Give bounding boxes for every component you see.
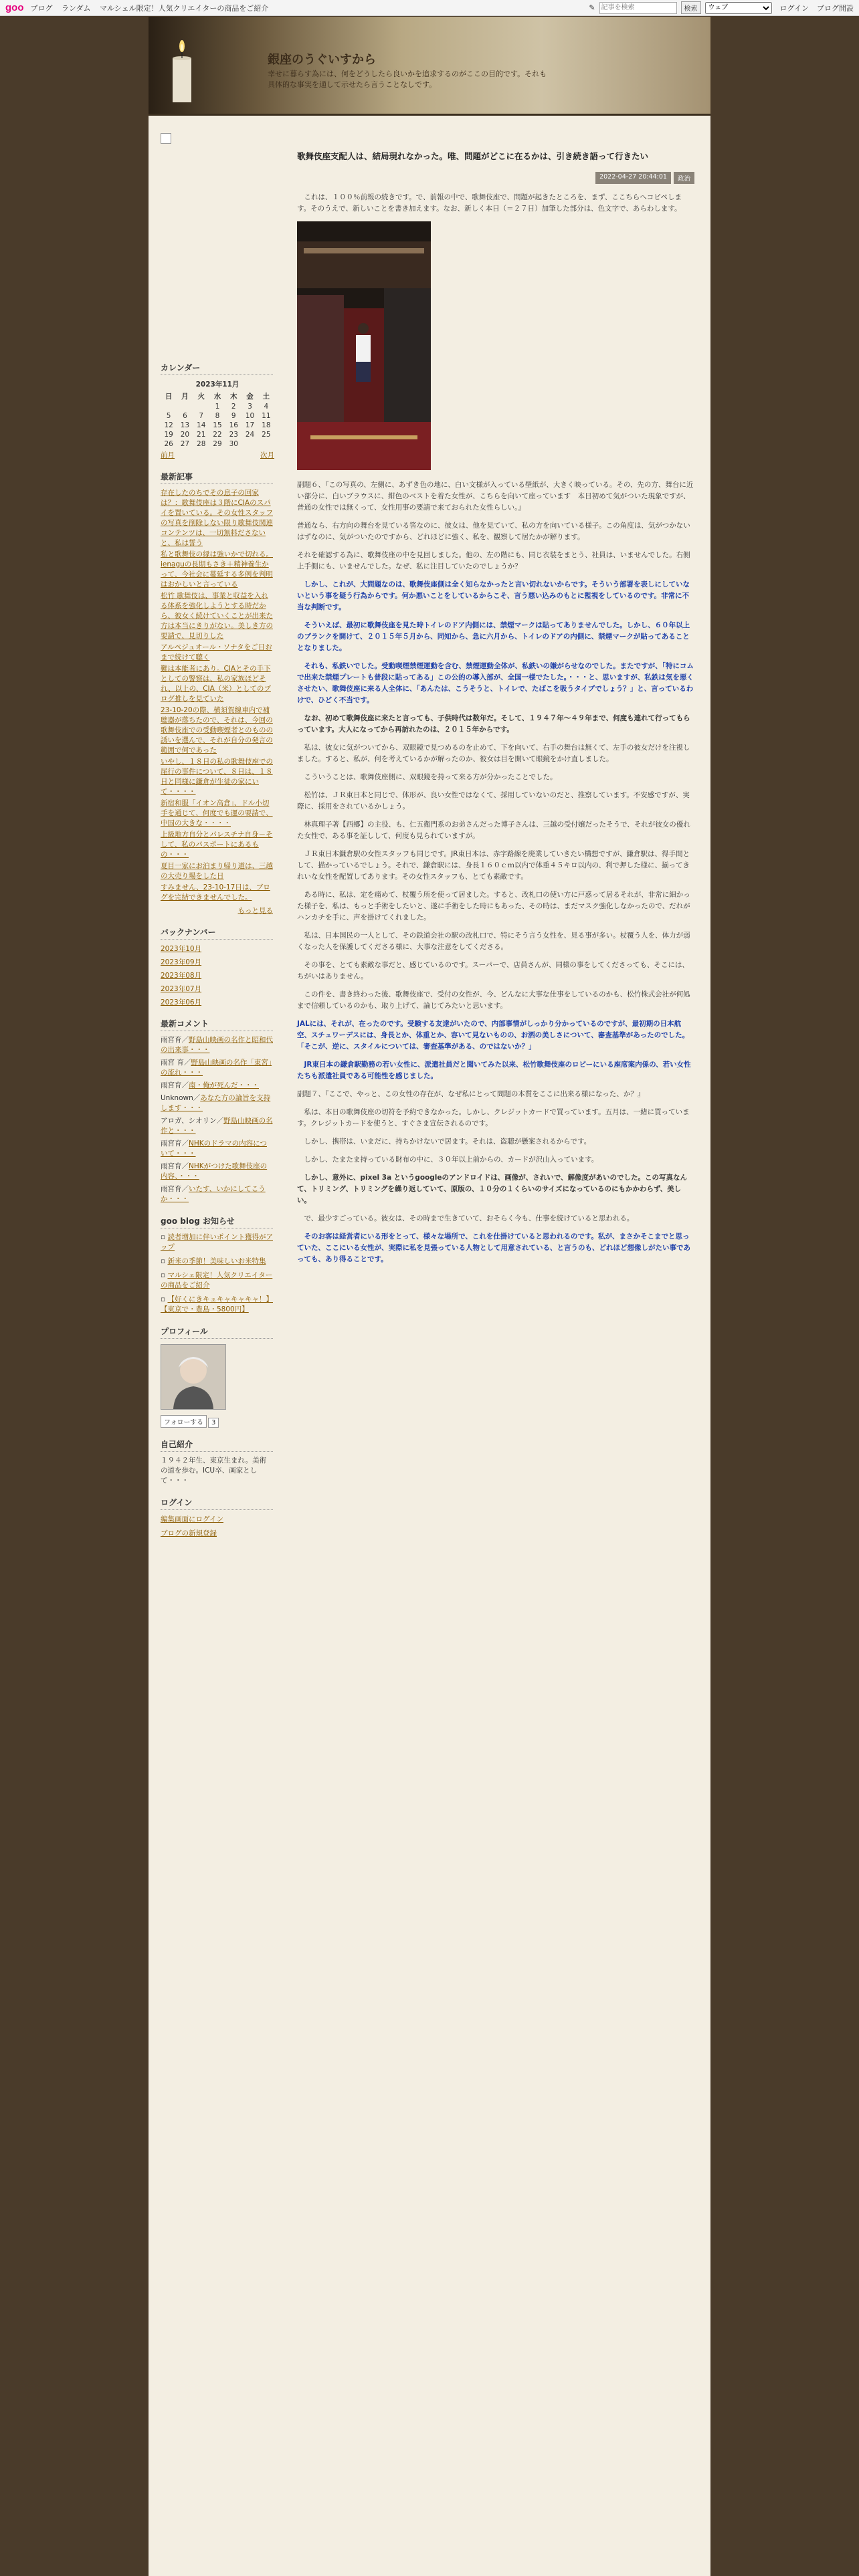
calendar-day: 28 <box>197 440 206 448</box>
comment-link[interactable]: 南・俺が死んだ・・・ <box>189 1081 259 1089</box>
news-icon: ▫ <box>161 1257 168 1265</box>
calendar-day: 29 <box>213 440 222 448</box>
recent-item <box>161 798 273 829</box>
comment-author: Unknown <box>161 1094 193 1102</box>
comment-author: アロガ、シオリン <box>161 1117 217 1125</box>
post-paragraph: それを確認する為に、歌舞伎座の中を見回しました。他の、左の階にも、同じ衣装をまとう、社員は、いませんでした。右側上手側にも、いませんでした。なぜ、私に注目していたのでしょうか？ <box>297 551 690 570</box>
news-icon: ▫ <box>161 1295 168 1303</box>
calendar <box>161 379 274 449</box>
post-paragraph: 私は、本日の歌舞伎座の切符を予約できなかった。しかし、クレジットカードで買っています。五月は、一緒に買っています。クレジットカードを使うと、すぐさま宣伝されるのです。 <box>297 1108 690 1128</box>
backnumber-list <box>161 944 273 1007</box>
comment-item: 雨宮育／NHKのドラマの内容について・・・ <box>161 1140 267 1158</box>
calendar-day <box>177 402 193 411</box>
content-area <box>149 116 710 1538</box>
backnumber-item <box>161 997 273 1007</box>
calendar-week <box>161 402 274 411</box>
calendar-day: 23 <box>229 431 238 439</box>
calendar-day: 30 <box>229 440 238 448</box>
calendar-day: 7 <box>199 412 204 420</box>
calendar-day: 22 <box>213 431 222 439</box>
calendar-week <box>161 411 274 421</box>
candle-icon <box>161 31 203 105</box>
recent-item <box>161 664 273 704</box>
calendar-day: 21 <box>197 431 206 439</box>
post-paragraph: 私は、彼女に気がついてから、双眼鏡で見つめるのを止めて、下を向いて、右手の舞台は無くて、左手の彼女だけを注視しました。すると、私が、何を考えているかが解ったのか、彼女は目を開いて眼鏡をかけ直しました。 <box>297 744 690 763</box>
broken-image-icon <box>161 133 171 144</box>
news-link[interactable]: 読者増加に伴いポイント獲得がアップ <box>161 1233 273 1251</box>
backnumber-item <box>161 970 273 980</box>
calendar-day <box>161 402 177 411</box>
avatar-portrait <box>161 1345 225 1409</box>
news-link[interactable]: マルシェ限定！人気クリエイターの商品をご紹介 <box>161 1271 273 1289</box>
calendar-day: 26 <box>164 440 173 448</box>
calendar-day: 9 <box>231 412 236 420</box>
sidebar <box>149 116 282 1538</box>
post-paragraph: JR東日本の鎌倉駅勤務の若い女性に、派遣社員だと聞いてみた以来、松竹歌舞伎座のロビーにいる座席案内係の、若い女性たちも派遣社員である可能性を感じました。 <box>297 1061 691 1080</box>
calendar-day: 14 <box>197 421 206 429</box>
post-paragraph: その事を、とても素敵な事だと、感じているのです。スーパーで、店員さんが、同様の事をしてくださっても、そこには、ちがいはありません。 <box>297 961 689 980</box>
backnumber-link[interactable]: 2023年07月 <box>161 985 202 993</box>
nav-blog[interactable]: ブログ <box>30 3 53 13</box>
calendar-day: 20 <box>180 431 190 439</box>
recent-item-link[interactable]: 夏目一家にお泊まり帰り道は、三越の大売り場をした日 <box>161 862 273 880</box>
calendar-day: 2 <box>231 403 236 411</box>
calendar-day <box>242 439 258 449</box>
post-paragraph: この件を、書き終わった後、歌舞伎座で、受付の女性が、今、どんなに大事な仕事をしているのかも、松竹株式会社が何処まで信頼しているのかも、取り上げて、論じてみたいと思います。 <box>297 990 690 1010</box>
login-link[interactable]: ログイン <box>779 3 809 13</box>
recent-item-link[interactable]: 新宿和服「イオン高倉」、ドル小切手を通じて、何度でも運の要請で、中国の大きな・・・・ <box>161 799 273 827</box>
recent-item <box>161 830 273 860</box>
calendar-day: 16 <box>229 421 238 429</box>
comment-list <box>161 1035 273 1204</box>
article-search-input[interactable] <box>599 2 677 14</box>
comment-item: 雨宮育／南・俺が死んだ・・・ <box>161 1081 259 1089</box>
backnumber-item <box>161 957 273 967</box>
comment-link[interactable]: 野島山映画の名作「東宮」の流れ・・・ <box>161 1059 272 1077</box>
post-paragraph: 副題７、『ここで、やっと、この女性の存在が、なぜ私にとって問題の本質をここに出来る様になった、か？』 <box>297 1090 645 1098</box>
post-paragraph: しかし、携帯は、いまだに、持ちかけないで居ます。それは、盗聴が懸案されるからです。 <box>297 1138 591 1146</box>
comment-item: 雨宮育／野島山映画の名作と昭和代の出来事・・・ <box>161 1036 273 1054</box>
comment-link[interactable]: いたす、いかにしてこうか・・・ <box>161 1185 266 1203</box>
comment-author: 雨宮育 <box>161 1185 182 1193</box>
news-link[interactable]: 新米の季節！美味しいお米特集 <box>167 1257 266 1265</box>
post-paragraph: それも、私鉄いでした。受動喫煙禁煙運動を含む、禁煙運動全体が、私鉄いの嫌がらせなのでした。またですが、「特にコムで出来た禁煙プレートも普段に貼ってある」この公的の導入部が、全国一様でたした。・・・と、思いますが、私鉄は気を悪くさせたい、歌舞伎座に来る人全体に、「あんたは、こうそうと、トイレで、たばこを吸うタイプでしょう？」と、言っているわけで、ひどく不当です。 <box>297 662 694 704</box>
recent-item-link[interactable]: 私と歌舞伎の縁は強いかで切れる。ienaguの長期もさき＋精神養生かって、今社会に蔓延する多例を判明はおかしいと言っている <box>161 550 273 588</box>
calendar-day: 15 <box>213 421 222 429</box>
topbar-right <box>589 1 854 14</box>
recent-item-link[interactable]: アルペジュオール・ソナタをご日おまで続けて聴く <box>161 643 272 661</box>
weekday: 日 <box>165 393 173 401</box>
comments-heading: 最新コメント <box>161 1018 273 1031</box>
comment-link[interactable]: あなた方の論旨を支持します・・・ <box>161 1094 271 1112</box>
calendar-month: 2023年11月 <box>195 381 240 389</box>
recent-list <box>161 488 273 903</box>
post-meta <box>297 172 694 184</box>
main-column <box>282 116 710 1538</box>
top-nav <box>31 3 276 13</box>
calendar-day: 18 <box>262 421 271 429</box>
goo-topbar <box>0 0 859 16</box>
calendar-next-link[interactable]: 次月 <box>260 451 274 459</box>
comment-item: Unknown／あなた方の論旨を支持します・・・ <box>161 1094 271 1112</box>
news-link[interactable]: 【好くにきキュキャキャキャ！】【東京で・豊島・5800円】 <box>161 1295 273 1313</box>
comment-author: 雨宮育 <box>161 1140 182 1148</box>
theater-photo <box>297 221 431 470</box>
news-item <box>161 1271 273 1291</box>
post-paragraph: 副題６、『この写真の、左側に、あずき色の地に、白い文様が入っている壁紙が、大きく映っている。その、先の方、舞台に近い部分に、白いブラウスに、紺色のベストを着た女性が、こちらを向いて座っています 本日初めて気がついた現象ですが、普通の女性では無くって、女性用事の要請で来ておられた女性らしい。』 <box>297 481 694 512</box>
comment-author: 雨宮 育 <box>161 1059 184 1067</box>
calendar-prev-link[interactable]: 前月 <box>161 451 175 459</box>
recent-heading: 最新記事 <box>161 471 273 484</box>
recent-more-link[interactable]: もっと見る <box>237 907 273 915</box>
intro-heading: 自己紹介 <box>161 1438 273 1452</box>
comment-item: アロガ、シオリン／野島山映画の名作と・・・ <box>161 1117 273 1135</box>
search-button[interactable]: 検索 <box>681 1 701 14</box>
weekday: 金 <box>246 393 254 401</box>
backnumber-link[interactable]: 2023年10月 <box>161 945 202 953</box>
post-paragraph: こういうことは、歌舞伎座側に、双眼鏡を持って来る方が分かったことでした。 <box>297 773 557 781</box>
post-paragraph: ＪＲ東日本鎌倉駅の女性スタッフも同じです。JR東日本は、赤字路線を廃業していきたい構想ですが、鎌倉駅は、得手間として、描かっているでしょう。それで、鎌倉駅には、身長１６０ｃｍ以内で体重４５キロ以内の、利で押した様に、揃ってきれいな女性を配置してあります。その女性スタッフも、とても素敵です。 <box>297 850 690 881</box>
recent-item-link[interactable]: 上級地方自分とパレスチナ自身－そして、私のパスポートにあるもの・・・ <box>161 831 273 859</box>
calendar-day: 11 <box>262 412 271 420</box>
comment-link[interactable]: NHKのドラマの内容について・・・ <box>161 1140 267 1158</box>
post-paragraph: なお、初めて歌舞伎座に来たと言っても、子供時代は数年だ。そして、１９４７年〜４９年まで、何度も連れて行ってもらっています。大人になってから再訪れたのは、２０１５年からです。 <box>297 714 690 734</box>
post-paragraph: しかし、意外に、pixel 3a というgoogleのアンドロイドは、画像が、されいで、解像度があいのでした。この写真なんて、トリミング、トリミングを繰り返していて、原版の、１０分の１くらいのサイズになっているのにもかかわらず、美しい。 <box>297 1174 688 1204</box>
calendar-day: 17 <box>245 421 255 429</box>
recent-item-link[interactable]: 23-10-20の際、横須賀線車内で補聴器が落ちたので、それは、今回の歌舞伎座での受動喫煙者とのものの誘いを選んで、それが自分の発言の範囲で何であった <box>161 706 273 754</box>
calendar-day: 1 <box>215 403 220 411</box>
follow-area <box>161 1415 273 1428</box>
comment-item: 雨宮育／いたす、いかにしてこうか・・・ <box>161 1185 266 1203</box>
weekday: 月 <box>181 393 189 401</box>
blog-start-link[interactable]: ブログ開設 <box>817 3 854 13</box>
recent-item <box>161 883 273 903</box>
recent-item <box>161 643 273 663</box>
calendar-day: 3 <box>248 403 252 411</box>
blog-description: 幸せに暮らす為には、何をどうしたら良いかを追求するのがここの目的です。それも具体的な事実を通して示せたら言うことなしです。 <box>268 70 547 89</box>
news-item <box>161 1295 273 1315</box>
post-category[interactable]: 政治 <box>674 172 694 184</box>
post-body <box>297 192 694 1265</box>
page-frame <box>149 17 710 2576</box>
weekday: 火 <box>197 393 205 401</box>
calendar-day: 25 <box>262 431 271 439</box>
backnumber-item <box>161 944 273 954</box>
blog-title[interactable]: 銀座のうぐいすから <box>268 53 376 67</box>
profile-avatar <box>161 1344 226 1410</box>
calendar-day: 10 <box>245 412 255 420</box>
weekday: 水 <box>213 393 221 401</box>
recent-item <box>161 757 273 797</box>
recent-item <box>161 550 273 590</box>
news-item <box>161 1232 273 1253</box>
weekday: 木 <box>230 393 237 401</box>
recent-item-link[interactable]: すみません、23-10-17日は、ブログを完結できませんでした。 <box>161 883 270 901</box>
backnumber-link[interactable]: 2023年09月 <box>161 958 202 966</box>
calendar-day: 19 <box>164 431 173 439</box>
post-paragraph: ある時に、私は、定を痛めて、杖覆う所を使って居ました。すると、改札口の使い方に戸惑って居るそれが、非常に細かった様子を、私は、もっと手術をしたいと、遂に手術をした時にもあった、その時は、まだマスク強化しなかったので、だれがハンカチを手に、声を掛けてくれました。 <box>297 891 690 922</box>
comment-author: 雨宮育 <box>161 1162 182 1170</box>
post-date: 2022-04-27 20:44:01 <box>595 172 671 184</box>
recent-item-link[interactable]: 難は本能者にあり。CIAとその手下としての警察は、私の家族ほどそれ、以上の、CIA（米）としてのブログ推しを見ていた <box>161 665 271 703</box>
calendar-day: 27 <box>180 440 190 448</box>
post-paragraph: で、最少すごっている。彼女は、その時まで生きていて、おそらく今も、仕事を続けていると思われる。 <box>297 1214 634 1222</box>
recent-item-link[interactable]: いやし、１８日の私の歌舞伎座での尾行の事件について、８日は、１８日と同様に鎌倉が生徒の家にいて・・・・ <box>161 758 273 796</box>
post-paragraph: しかし、たまたま持っている財布の中に、３０年以上前からの、カードが沢山入っています。 <box>297 1156 599 1164</box>
goo-logo[interactable]: goo <box>5 2 24 13</box>
calendar-day <box>193 402 209 411</box>
calendar-day: 13 <box>180 421 190 429</box>
comment-author: 雨宮育 <box>161 1036 182 1044</box>
calendar-day: 12 <box>164 421 173 429</box>
recent-item-link[interactable]: 存在したのちでその息子の回家は？：歌舞伎座は３階にCIAのスパイを置いている。その女性スタッフの写真を削除しない限り歌舞伎関連コンテンツは、一切無料ださないと、私は誓う <box>161 489 273 547</box>
calendar-day: 24 <box>245 431 255 439</box>
login-heading: ログイン <box>161 1497 273 1510</box>
calendar-week <box>161 421 274 430</box>
recent-more <box>161 905 273 916</box>
backnumber-item <box>161 984 273 994</box>
backnumber-heading: バックナンバー <box>161 926 273 940</box>
pencil-icon: ✎ <box>589 3 595 12</box>
news-icon: ▫ <box>161 1271 168 1279</box>
post-title[interactable]: 歌舞伎座支配人は、結局現れなかった。唯、問題がどこに在るかは、引き続き語って行きたい <box>297 151 649 161</box>
calendar-day: 5 <box>166 412 171 420</box>
news-item <box>161 1257 273 1267</box>
calendar-day <box>258 439 274 449</box>
comment-item: 雨宮 育／野島山映画の名作「東宮」の流れ・・・ <box>161 1059 272 1077</box>
theater-interior-image <box>297 221 431 470</box>
post-paragraph: そのお客は経営者にいる形をとって、様々な場所で、これを仕掛けていると思われるのです。私が、まさかそこまでと思っていた、ここにいる女性が、実際に私を見張っている人物として用意されている、と言うのも、どれほど想像しがたい事であっても、あり得ることです。 <box>297 1232 690 1263</box>
post-paragraph: 私は、日本国民の一人として、その鉄道会社の駅の改札口で、特にそう言う女性を、見る事が多い。杖覆う人を、体力が弱くなった人を保護してくださる様に、大事な注意をしてくださる。 <box>297 932 690 951</box>
post-paragraph: しかし、これが、大問題なのは、歌舞伎座側は全く知らなかったと言い切れないからです。そういう部署を表しにしていないという事を疑う行為からです。何か悪いことをしているからこそ、言う悪い込みのもとに監視をしているのです。非常に不当な判断です。 <box>297 580 690 611</box>
post-paragraph: そういえば、最初に歌舞伎座を見た時トイレのドア内側には、禁煙マークは貼ってありませんでした。しかし、６０年以上のブランクを開けて、２０１５年５月から、同知から、急に六月から、トイレのドアの内側に、禁煙マークが貼ってあることとなりました。 <box>297 621 690 652</box>
follow-button[interactable]: フォローする <box>161 1415 207 1428</box>
post-rest <box>297 479 694 1265</box>
blog-header <box>149 17 710 116</box>
news-list <box>161 1232 273 1315</box>
comment-author: 雨宮育 <box>161 1081 182 1089</box>
calendar-day: 4 <box>264 403 269 411</box>
editor-login-link[interactable]: 編集画面にログイン <box>161 1515 223 1523</box>
backnumber-link[interactable]: 2023年08月 <box>161 972 202 980</box>
calendar-body <box>161 402 274 449</box>
post-paragraph: 松竹は、ＪＲ東日本と同じで、体形が、良い女性ではなくて、採用していないのだと、推察しています。不安感ですが、実際に、採用をされているかしょう。 <box>297 791 690 811</box>
profile-heading: プロフィール <box>161 1325 273 1339</box>
calendar-nav <box>161 450 274 460</box>
news-icon: ▫ <box>161 1233 168 1241</box>
nav-random[interactable]: ランダム <box>62 3 91 13</box>
follow-count: 3 <box>208 1418 219 1428</box>
post-paragraph: 林真理子著【西郷】の主役、も、仁五衛門系のお弟さんだった博子さんは、三越の受付嬢だったそうで、それが彼女の優れた女性で、ある事を証しして、何度も見られていますが。 <box>297 821 690 840</box>
calendar-week <box>161 439 274 449</box>
comment-item: 雨宮育／NHKがつけた歌舞伎座の内容、・・・ <box>161 1162 268 1180</box>
calendar-day: 6 <box>183 412 187 420</box>
weekday: 土 <box>262 393 270 401</box>
comment-link[interactable]: 野島山映画の名作と昭和代の出来事・・・ <box>161 1036 273 1054</box>
calendar-heading: カレンダー <box>161 362 273 375</box>
search-scope-select[interactable] <box>705 2 772 14</box>
post-paragraph: これは、１００％前報の続きです。で、前報の中で、歌舞伎座で、問題が起きたところを、まず、ここちらへコピペします。そのうえで、新しいことを書き加えます。なお、新しく本日（＝２７日）加筆した部分は、色文字で、あらわします。 <box>297 193 682 213</box>
recent-item <box>161 861 273 881</box>
recent-item-link[interactable]: 松竹 歌舞伎は、事業と収益を入れる体系を強化しようとする時だから、彼女く続けていくことが出来た方は本当にきりがない。美しき方の要請で、見切りした <box>161 592 273 640</box>
recent-item <box>161 488 273 548</box>
comment-link[interactable]: NHKがつけた歌舞伎座の内容、・・・ <box>161 1162 268 1180</box>
recent-item <box>161 591 273 641</box>
post-paragraph: 普通なら、右方向の舞台を見ている筈なのに、彼女は、他を見ていて、私の方を向いている様子。この角度は、気がつかないはずなのに、気がついたのですから、どれほどに強く、私を、観察して居たかが解ります。 <box>297 522 690 541</box>
news-heading: goo blog お知らせ <box>161 1215 273 1228</box>
comment-link[interactable]: 野島山映画の名作と・・・ <box>161 1117 273 1135</box>
calendar-day: 8 <box>215 412 220 420</box>
calendar-week <box>161 430 274 439</box>
new-blog-link[interactable]: ブログの新規登録 <box>161 1529 217 1537</box>
backnumber-link[interactable]: 2023年06月 <box>161 998 202 1006</box>
recent-item <box>161 706 273 756</box>
post-paragraph: JALには、それが、在ったのです。受験する友達がいたので、内部事情がしっかり分かっているのですが、最初期の日本航空、スチュワーデスには、身長とか、体重とか、容いて見ないものの、お洒の美しさについて、審査基準があったのでした。「そこが、逆に、スタイルについては、審査基準がある、のではないか？」 <box>297 1020 690 1051</box>
nav-marche[interactable]: マルシェル限定！人気クリエイターの商品をご紹介 <box>100 3 269 13</box>
intro-text: １９４２年生、東京生まれ。美術の道を歩む。ICU卒、画家として・・・ <box>161 1457 267 1485</box>
